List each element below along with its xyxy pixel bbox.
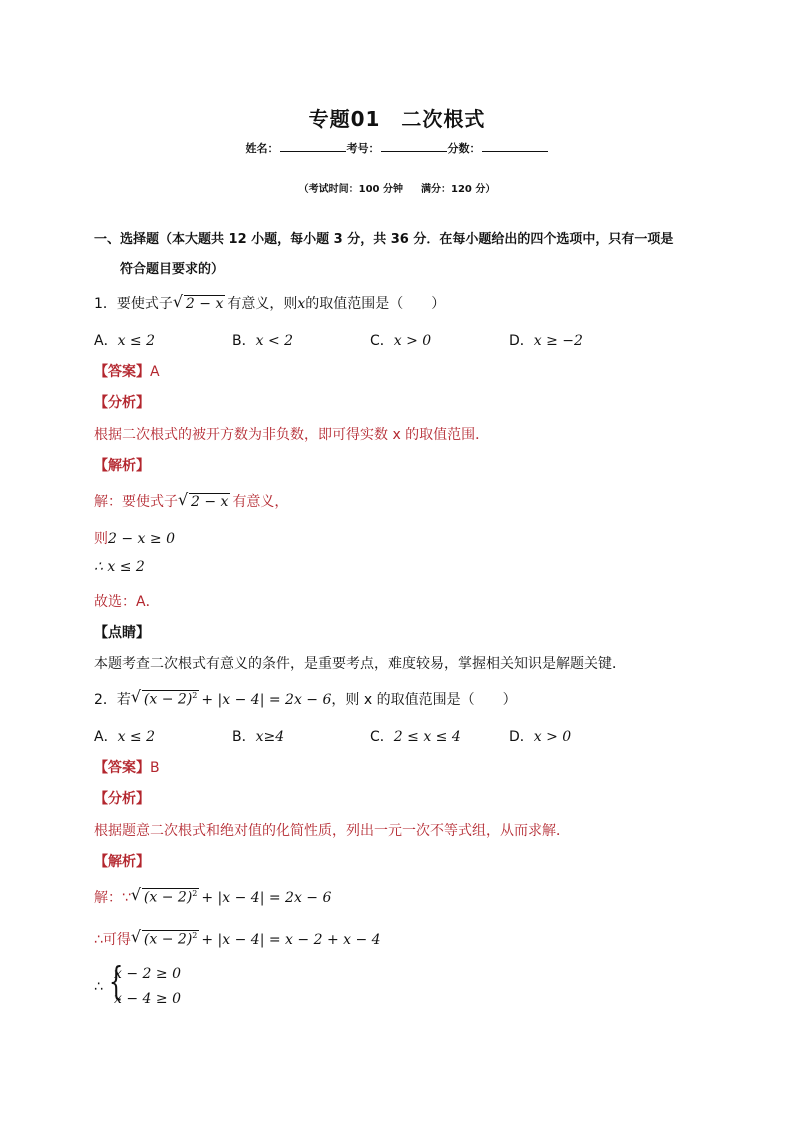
q2-solution-line-2: ∴可得√ $(x - 2)^2 + |x - 4| = x - 2 + x - 4$ [94, 929, 381, 949]
score-label: 分数： [447, 142, 481, 155]
exam-full-score: 满分：120 分） [421, 184, 496, 195]
section-heading: 一、选择题（本大题共 12 小题，每小题 3 分，共 36 分．在每小题给出的四个选项中，只有一项是 [94, 232, 674, 247]
name-label: 姓名： [245, 142, 279, 155]
q2-option-c: C．2 ≤ x ≤ 4 [370, 729, 461, 745]
q1-solution-line-1: 解：要使式子√ 2 − x 有意义， [94, 491, 288, 511]
q2-answer: 【答案】B [94, 760, 160, 776]
section-heading-cont: 符合题目要求的） [120, 262, 225, 277]
score-blank [482, 140, 548, 152]
document-page: 专题01 二次根式 姓名： 考号： 分数： （考试时间：100 分钟 满分：120 分） 一、选择题（本大题共 12 小题，每小题 3 分，共 36 分．在每小题给出的四个选项中，只有一项是 符合题目要求的） 1．要使式子√ 2 − x 有意义，则x的取值范围是（ ） A．x ≤ 2 B．x < 2 C．x > 0 D．x ≥ −2 【答案】A 【分析】 根据二次根式的被开方数为非负数，即可得实数 x 的取值范围． 【解析】 解：要使式子√ 2 − x 有意义， 则2 − x ≥ 0 ∴ x ≤ 2 故选：A． 【点睛】 本题考查二次根式有意义的条件，是重要考点，难度较易，掌握相关知识是解题关键． 2．若√ $(x - 2)^2 + |x - 4| = 2x - 6$，则 x 的取值范围是（ ） A．x ≤ 2 B．x≥4 C．2 ≤ x ≤ 4 D．x > 0 【答案】B 【分析】 根据题意二次根式和绝对值的化简性质，列出一元一次不等式组，从而求解． 【解析】 解：∵√ $(x - 2)^2 + |x - 4| = 2x - 6$ ∴可得√ $(x - 2)^2 + |x - 4| = x - 2 + x - 4$ ∴ { x − 2 ≥ 0 x − 4 ≥ 0 [0, 0, 794, 1123]
q1-option-d: D．x ≥ −2 [509, 333, 583, 349]
student-info-line [0, 140, 794, 156]
q1-stem: 1．要使式子√ 2 − x 有意义，则x的取值范围是（ ） [94, 293, 445, 313]
q1-option-c: C．x > 0 [370, 333, 432, 349]
q1-option-a: A．x ≤ 2 [94, 333, 156, 349]
id-blank [381, 140, 447, 152]
q2-solution-tag: 【解析】 [94, 854, 150, 870]
q2-solution-line-1: 解：∵√ $(x - 2)^2 + |x - 4| = 2x - 6$ [94, 887, 331, 907]
q2-radical: √ $(x - 2)^2$ [133, 690, 199, 708]
q1-radical: √ 2 − x [175, 295, 225, 312]
page-title: 专题01 二次根式 [308, 107, 486, 131]
id-label: 考号： [346, 142, 380, 155]
q1-analysis-tag: 【分析】 [94, 395, 150, 411]
q1-comment-text: 本题考查二次根式有意义的条件，是重要考点，难度较易，掌握相关知识是解题关键． [94, 656, 626, 672]
brace-icon: { [108, 959, 124, 1003]
exam-meta [0, 180, 794, 195]
q1-solution-tag: 【解析】 [94, 458, 150, 474]
q2-analysis-tag: 【分析】 [94, 791, 150, 807]
q1-answer: 【答案】A [94, 364, 160, 380]
q2-stem: 2．若√ $(x - 2)^2 + |x - 4| = 2x - 6$，则 x 的取值范围是（ ） [94, 689, 517, 709]
q2-option-b: B．x≥4 [232, 729, 285, 745]
exam-time: （考试时间：100 分钟 [298, 184, 403, 195]
q2-option-d: D．x > 0 [509, 729, 572, 745]
q1-solution-line-2: 则2 − x ≥ 0 [94, 531, 175, 547]
q1-option-b: B．x < 2 [232, 333, 294, 349]
q1-solution-line-4: 故选：A． [94, 594, 160, 610]
name-blank [280, 140, 346, 152]
q2-option-a: A．x ≤ 2 [94, 729, 156, 745]
q1-comment-tag: 【点睛】 [94, 625, 150, 641]
q2-analysis-text: 根据题意二次根式和绝对值的化简性质，列出一元一次不等式组，从而求解． [94, 823, 570, 839]
q1-analysis-text: 根据二次根式的被开方数为非负数，即可得实数 x 的取值范围． [94, 427, 490, 443]
q1-solution-line-3: ∴ x ≤ 2 [94, 559, 145, 575]
